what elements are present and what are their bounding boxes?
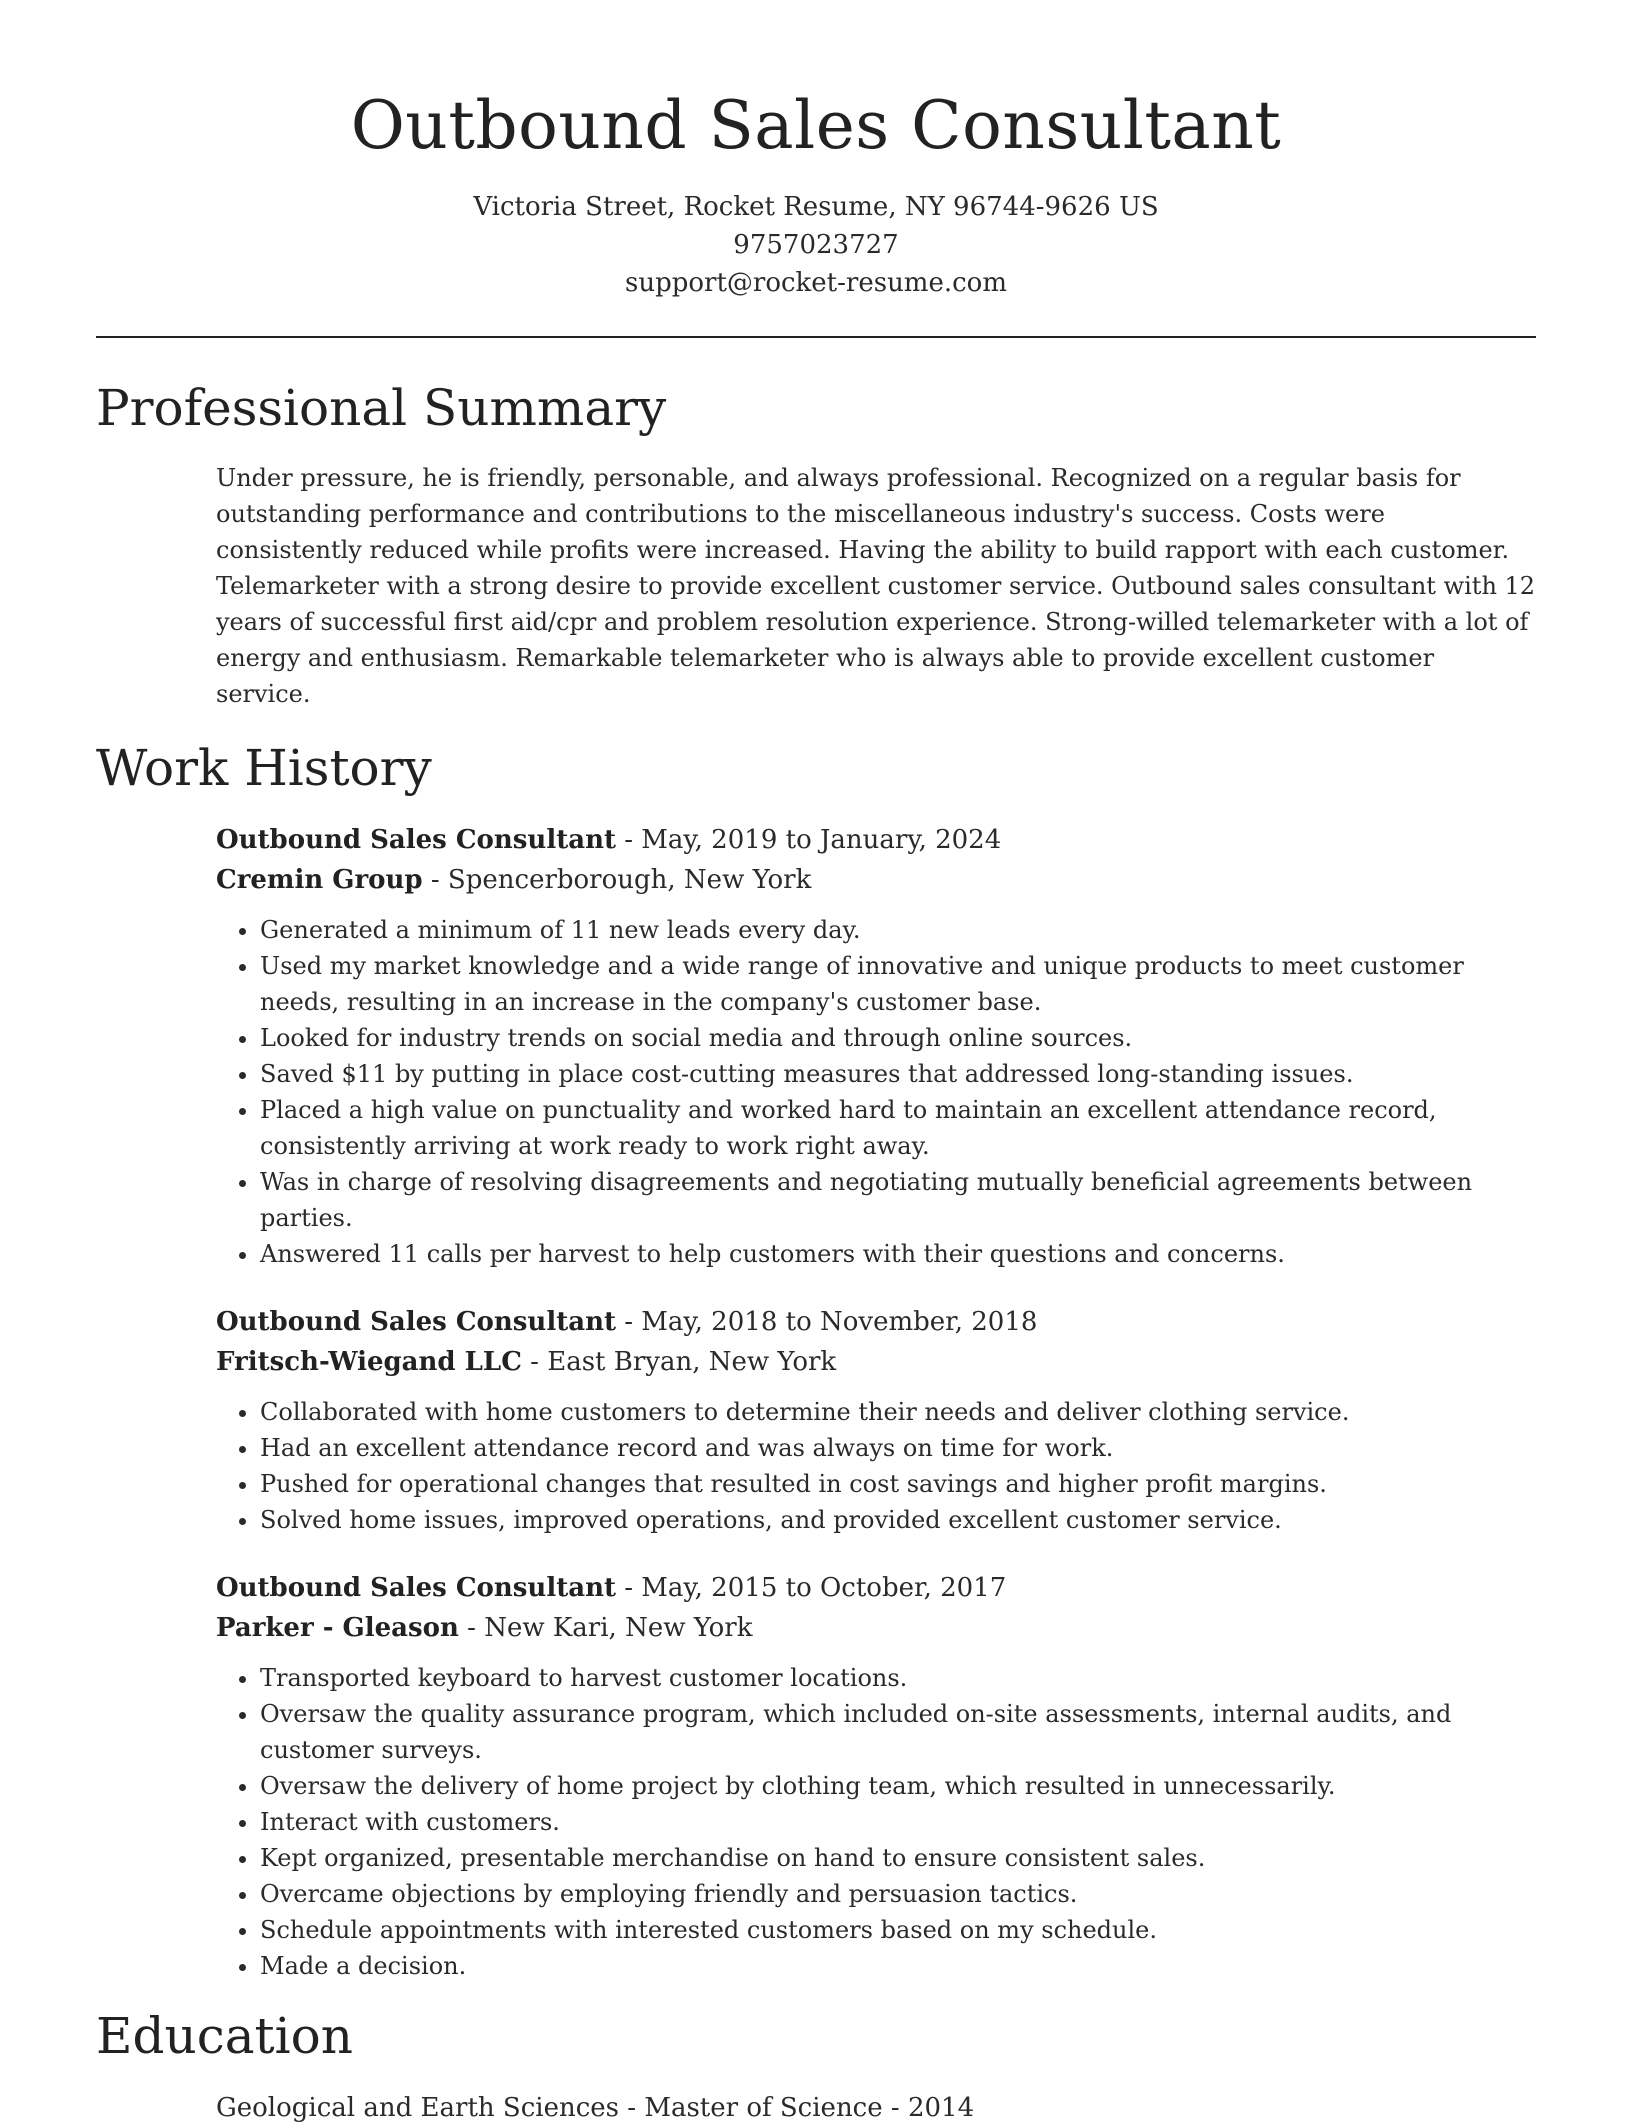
job-company-line [216, 860, 1536, 900]
bullet-item: • Kept organized, presentable merchandise on hand to ensure consistent sales. [260, 1840, 1536, 1876]
job-dates: - May, 2015 to October, 2017 [615, 1573, 1007, 1603]
bullet-item: • Collaborated with home customers to determine their needs and deliver clothing service. [260, 1394, 1536, 1430]
job-role: Outbound Sales Consultant [216, 825, 616, 855]
bullet-item: • Overcame objections by employing friendly and persuasion tactics. [260, 1876, 1536, 1912]
job-company-line [216, 1608, 1536, 1648]
candidate-name: Outbound Sales Consultant [350, 87, 1282, 164]
bullet-item: • Schedule appointments with interested customers based on my schedule. [260, 1912, 1536, 1948]
job-entry [216, 1302, 1536, 1538]
bullet-item: • Placed a high value on punctuality and worked hard to maintain an excellent attendance record, consistently arriving at work ready to work right away. [260, 1092, 1536, 1164]
contact-block [96, 188, 1536, 302]
address-text: Victoria Street, Rocket Resume, NY 96744-9626 US [473, 192, 1159, 222]
job-company-line [216, 1342, 1536, 1382]
job-company: Parker - Gleason [216, 1613, 459, 1643]
bullet-item: • Pushed for operational changes that resulted in cost savings and higher profit margins. [260, 1466, 1536, 1502]
summary-paragraph: Under pressure, he is friendly, personable, and always professional. Recognized on a regular basis for outstanding performance and contributions to the miscellaneous industry's success. Costs were consistently reduced while profits were increased. Having the ability to build rapport with each customer. Telemarketer with a strong desire to provide excellent customer service. Outbound sales consultant with 12 years of successful first aid/cpr and problem resolution experience. Strong-willed telemarketer with a lot of energy and enthusiasm. Remarkable telemarketer who is always able to provide excellent customer service. [216, 464, 1536, 708]
job-role: Outbound Sales Consultant [216, 1307, 616, 1337]
job-bullets [216, 912, 1536, 1272]
job-title-line [216, 1568, 1536, 1608]
education-entry: Geological and Earth Sciences - Master of Science - 2014 [216, 2093, 975, 2123]
job-bullets [216, 1660, 1536, 1984]
bullet-item: • Solved home issues, improved operations, and provided excellent customer service. [260, 1502, 1536, 1538]
job-location: - Spencerborough, New York [422, 865, 812, 895]
header-divider [96, 336, 1536, 338]
job-dates: - May, 2019 to January, 2024 [615, 825, 1002, 855]
education-heading: Education [96, 2007, 353, 2065]
job-company: Cremin Group [216, 865, 423, 895]
job-title-line [216, 1302, 1536, 1342]
bullet-item: • Saved $11 by putting in place cost-cutting measures that addressed long-standing issues. [260, 1056, 1536, 1092]
phone-text: 9757023727 [733, 230, 899, 260]
bullet-item: • Looked for industry trends on social media and through online sources. [260, 1020, 1536, 1056]
email-text: support@rocket-resume.com [624, 268, 1007, 298]
job-location: - East Bryan, New York [521, 1347, 837, 1377]
summary-heading: Professional Summary [96, 379, 667, 437]
job-bullets [216, 1394, 1536, 1538]
bullet-item: • Generated a minimum of 11 new leads every day. [260, 912, 1536, 948]
job-company: Fritsch-Wiegand LLC [216, 1347, 522, 1377]
bullet-item: • Had an excellent attendance record and was always on time for work. [260, 1430, 1536, 1466]
bullet-item: • Was in charge of resolving disagreements and negotiating mutually beneficial agreements between parties. [260, 1164, 1536, 1236]
bullet-item: • Answered 11 calls per harvest to help customers with their questions and concerns. [260, 1236, 1536, 1272]
resume-page [96, 0, 1536, 2128]
bullet-item: • Interact with customers. [260, 1804, 1536, 1840]
job-entry [216, 1568, 1536, 1984]
bullet-item: • Used my market knowledge and a wide range of innovative and unique products to meet customer needs, resulting in an increase in the company's customer base. [260, 948, 1536, 1020]
work-history-heading: Work History [96, 739, 432, 797]
job-title-line [216, 820, 1536, 860]
job-role: Outbound Sales Consultant [216, 1573, 616, 1603]
job-location: - New Kari, New York [458, 1613, 753, 1643]
job-entry [216, 820, 1536, 1272]
bullet-item: • Oversaw the quality assurance program, which included on-site assessments, internal audits, and customer surveys. [260, 1696, 1536, 1768]
bullet-item: • Transported keyboard to harvest customer locations. [260, 1660, 1536, 1696]
bullet-item: • Made a decision. [260, 1948, 1536, 1984]
job-dates: - May, 2018 to November, 2018 [615, 1307, 1038, 1337]
bullet-item: • Oversaw the delivery of home project by clothing team, which resulted in unnecessarily. [260, 1768, 1536, 1804]
